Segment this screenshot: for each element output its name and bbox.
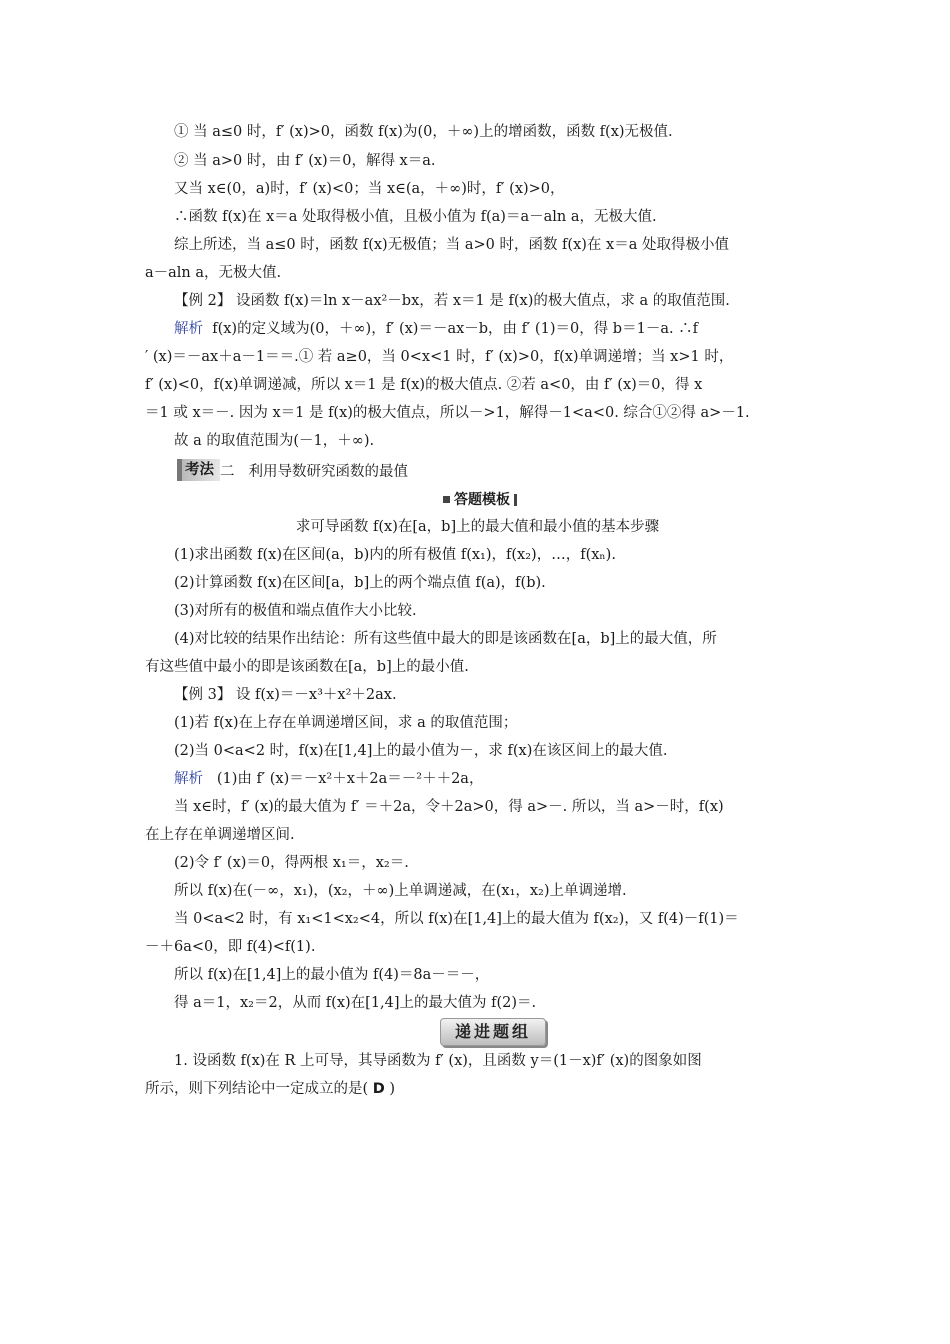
text-line: (3)对所有的极值和端点值作大小比较. (174, 603, 417, 619)
text-line: ② 当 a>0 时，由 f′ (x)＝0，解得 x＝a. (174, 153, 436, 169)
section-title: 利用导数研究函数的最值 (248, 463, 408, 480)
text-span: ) (384, 1081, 396, 1097)
text-line: 所以 f(x)在[1,4]上的最小值为 f(4)＝8a－＝－， (174, 967, 490, 983)
text-line: (2)计算函数 f(x)在区间[a，b]上的两个端点值 f(a)，f(b). (174, 575, 546, 591)
section-heading (177, 458, 408, 482)
bar-icon (514, 494, 517, 506)
text-line: ∴函数 f(x)在 x＝a 处取得极小值，且极小值为 f(a)＝a－aln a，无极大值. (174, 209, 657, 225)
text-line: 有这些值中最小的即是该函数在[a，b]上的最小值. (145, 659, 469, 675)
text-span: (1)由 f′ (x)＝－x²＋x＋2a＝－²＋＋2a， (216, 771, 484, 787)
template-label-text: 答题模板 (454, 492, 510, 508)
text-line: (2)当 0<a<2 时，f(x)在[1,4]上的最小值为－，求 f(x)在该区间上的最大值. (174, 743, 668, 759)
text-line: (1)若 f(x)在上存在单调递增区间，求 a 的取值范围； (174, 715, 518, 731)
text-line: 所以 f(x)在(－∞，x₁)，(x₂，＋∞)上单调递减，在(x₁，x₂)上单调递增. (174, 883, 627, 899)
example-2-heading: 【例 2】 设函数 f(x)＝ln x－ax²－bx，若 x＝1 是 f(x)的极大值点，求 a 的取值范围. (174, 293, 730, 309)
text-line (174, 768, 810, 790)
text-line: 当 0<a<2 时，有 x₁<1<x₂<4，所以 f(x)在[1,4]上的最大值为 f(x₂)，又 f(4)－f(1)＝ (174, 911, 739, 927)
text-line (145, 1078, 810, 1100)
section-tag: 考法 (177, 459, 220, 481)
square-icon (443, 496, 450, 503)
analysis-label: 解析 (174, 321, 203, 337)
text-span: 所示，则下列结论中一定成立的是( (145, 1081, 373, 1097)
text-span: f(x)的定义域为(0，＋∞)，f′ (x)＝－ax－b，由 f′ (1)＝0，得 b＝1－a. ∴f (212, 321, 699, 337)
text-line: (1)求出函数 f(x)在区间(a，b)内的所有极值 f(x₁)，f(x₂)，…，f(xₙ). (174, 547, 616, 563)
answer-choice: D (372, 1081, 385, 1097)
text-line: (4)对比较的结果作出结论：所有这些值中最大的即是该函数在[a，b]上的最大值，所 (174, 631, 717, 647)
text-line: ′ (x)＝－ax＋a－1＝＝.① 若 a≥0，当 0<x<1 时，f′ (x)>0，f(x)单调递增；当 x>1 时， (145, 349, 734, 365)
question-1-text: 1. 设函数 f(x)在 R 上可导，其导函数为 f′ (x)，且函数 y＝(1－x)f′ (x)的图象如图 (174, 1053, 702, 1069)
example-3-heading: 【例 3】 设 f(x)＝－x³＋x²＋2ax. (174, 687, 397, 703)
analysis-label: 解析 (174, 771, 203, 787)
text-line: 在上存在单调递增区间. (145, 827, 295, 843)
template-title: 求可导函数 f(x)在[a，b]上的最大值和最小值的基本步骤 (295, 519, 660, 535)
text-line: a－aln a，无极大值. (145, 265, 282, 281)
text-line: 故 a 的取值范围为(－1，＋∞). (174, 433, 375, 449)
text-line: 又当 x∈(0，a)时，f′ (x)<0；当 x∈(a，＋∞)时，f′ (x)>0， (174, 181, 565, 197)
text-line: ＝1 或 x＝－. 因为 x＝1 是 f(x)的极大值点，所以－>1，解得－1<a<0. 综合①②得 a>－1. (145, 405, 750, 421)
answer-template-label (420, 489, 540, 511)
text-line: (2)令 f′ (x)＝0，得两根 x₁＝，x₂＝. (174, 855, 409, 871)
text-line: ① 当 a≤0 时，f′ (x)>0，函数 f(x)为(0，＋∞)上的增函数，函数 f(x)无极值. (174, 124, 673, 140)
text-line: 当 x∈时，f′ (x)的最大值为 f′ ＝＋2a，令＋2a>0，得 a>－. 所以，当 a>－时，f(x) (174, 799, 724, 815)
text-line: 综上所述，当 a≤0 时，函数 f(x)无极值；当 a>0 时，函数 f(x)在 x＝a 处取得极小值 (174, 237, 729, 253)
text-line: 得 a＝1，x₂＝2，从而 f(x)在[1,4]上的最大值为 f(2)＝. (174, 995, 537, 1011)
progressive-group-banner: 递进题组 (440, 1018, 546, 1046)
text-line: f′ (x)<0，f(x)单调递减，所以 x＝1 是 f(x)的极大值点. ②若 a<0，由 f′ (x)＝0，得 x (145, 377, 703, 393)
section-number: 二 (220, 463, 235, 480)
text-line (174, 318, 810, 340)
text-line: －＋6a<0，即 f(4)<f(1). (145, 939, 316, 955)
